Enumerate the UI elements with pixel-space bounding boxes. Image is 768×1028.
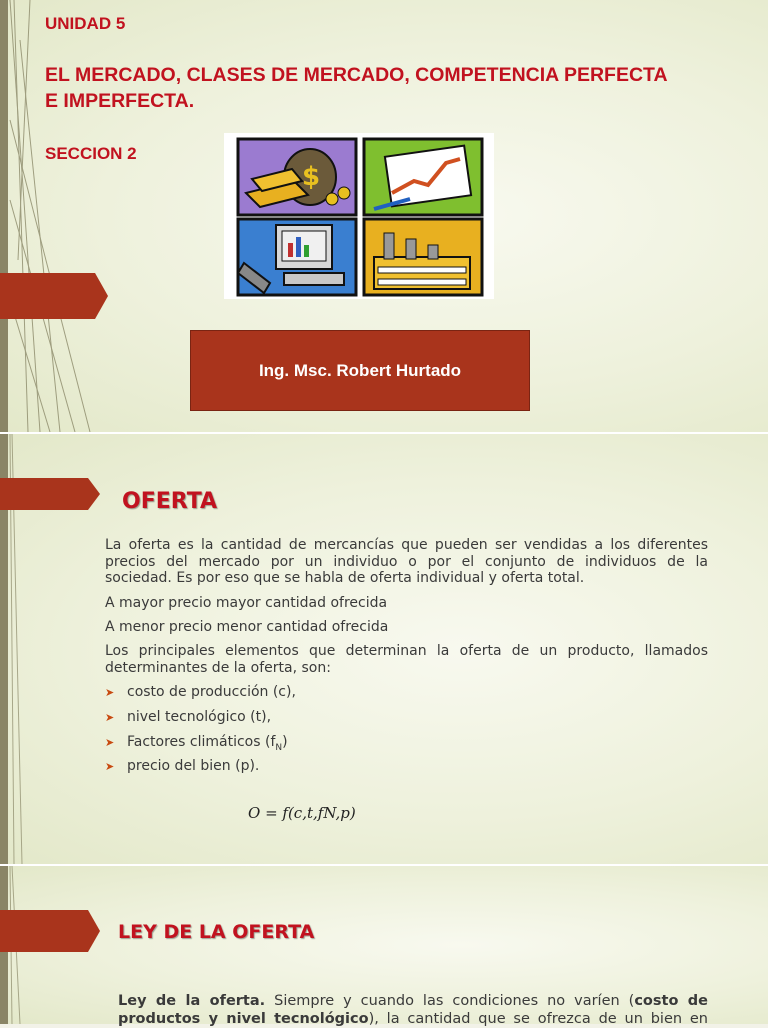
text-line: Los principales elementos que determinan la oferta de un producto, llamados — [105, 643, 708, 659]
chevron-right-icon: ➤ — [105, 736, 115, 749]
arrow-banner — [0, 273, 108, 319]
chevron-right-icon: ➤ — [105, 711, 115, 724]
oferta-paragraph-2 — [105, 643, 708, 676]
author-banner: Ing. Msc. Robert Hurtado — [190, 330, 530, 411]
text-line: sociedad. Es por eso que se habla de oferta individual y oferta total. — [105, 570, 585, 586]
text-line: precios del mercado por un individuo o por el conjunto de individuos de la — [105, 553, 708, 570]
line-mayor-precio: A mayor precio mayor cantidad ofrecida — [105, 595, 388, 611]
ley-oferta-paragraph — [118, 992, 708, 1028]
slide-title — [0, 0, 768, 432]
bullet-item: ➤ Factores climáticos $(f_N)$ — [105, 734, 288, 753]
bullet-item: ➤ precio del bien (p). — [105, 758, 260, 774]
text-line: La oferta es la cantidad de mercancías que pueden ser vendidas a los diferentes — [105, 537, 708, 553]
heading-ley-oferta: LEY DE LA OFERTA — [118, 921, 315, 943]
seccion-label: SECCION 2 — [45, 144, 137, 163]
bullet-item: ➤ nivel tecnológico (t), — [105, 709, 272, 725]
heading-oferta: OFERTA — [122, 489, 218, 514]
chevron-right-icon: ➤ — [105, 760, 115, 773]
slide-title-line1: EL MERCADO, CLASES DE MERCADO, COMPETENCIA PERFECTA — [45, 64, 668, 86]
oferta-paragraph-1 — [105, 537, 708, 587]
slide-title-line2: E IMPERFECTA. — [45, 90, 195, 112]
oferta-formula: O = f(c,t,fN,p) — [248, 804, 356, 822]
subscript-n: N — [275, 742, 283, 753]
business-clipart — [224, 133, 494, 299]
unidad-label: UNIDAD 5 — [45, 14, 126, 33]
text-line: Ley de la oferta. Siempre y cuando las condiciones no varíen (costo de — [118, 993, 709, 1009]
text-line: determinantes de la oferta, son: — [105, 659, 331, 676]
line-menor-precio: A menor precio menor cantidad ofrecida — [105, 619, 389, 635]
bullet-item: ➤ costo de producción (c), — [105, 684, 296, 700]
svg-text:$: $ — [302, 162, 321, 192]
text-line: productos y nivel tecnológico), la cantidad que se ofrezca de un bien en — [118, 1011, 708, 1027]
arrow-banner — [0, 910, 100, 952]
chevron-right-icon: ➤ — [105, 686, 115, 699]
arrow-banner — [0, 478, 100, 510]
